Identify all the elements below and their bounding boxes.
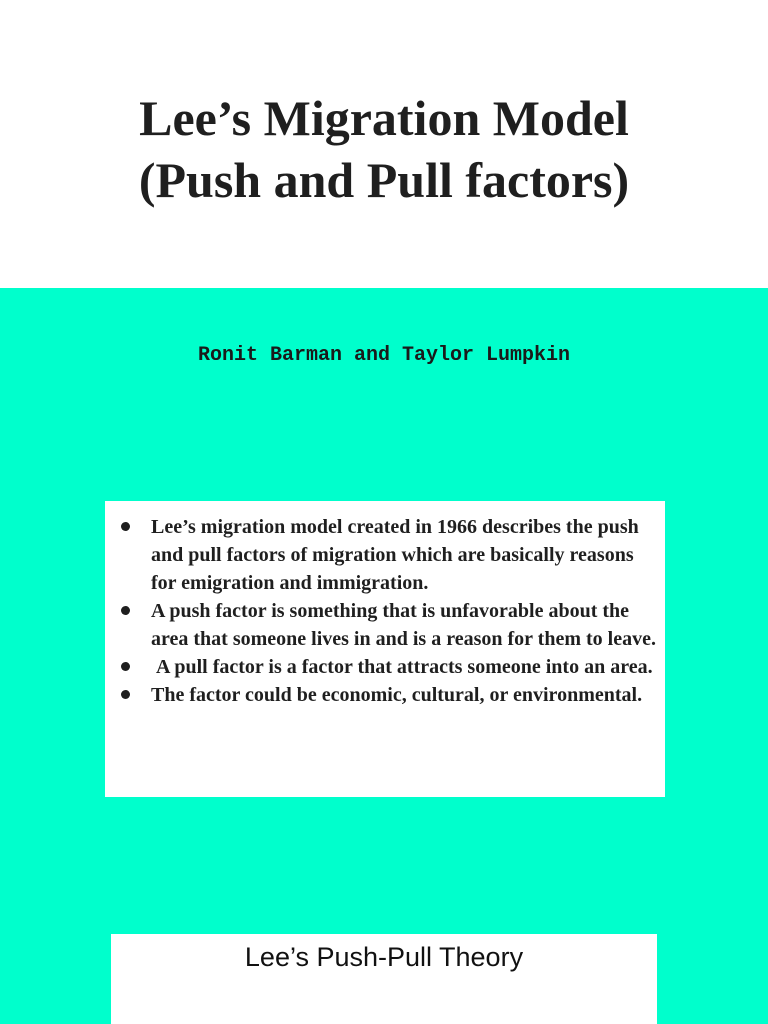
- bullet-text-box: [105, 501, 665, 797]
- content-slide: [0, 288, 768, 1024]
- page-title-line-2: (Push and Pull factors): [138, 152, 630, 208]
- bullet-text: The factor could be economic, cultural, or environmental.: [151, 684, 643, 706]
- bullet-dot-icon: [121, 522, 130, 531]
- page-title-line-1: Lee’s Migration Model: [139, 90, 629, 146]
- bullet-dot-icon: [121, 690, 130, 699]
- next-slide-title: Lee’s Push-Pull Theory: [244, 942, 524, 972]
- bullet-item-4: [119, 681, 657, 709]
- bullet-text: Lee’s migration model created in 1966 describes the push and pull factors of migration which are basically reasons for emigration and immigration.: [151, 516, 639, 594]
- bullet-dot-icon: [121, 606, 130, 615]
- bullet-dot-icon: [121, 662, 130, 671]
- bullet-item-1: [119, 513, 657, 597]
- bullet-text: A push factor is something that is unfavorable about the area that someone lives in and is a reason for them to leave.: [151, 600, 656, 650]
- authors-text: Ronit Barman and Taylor Lumpkin: [197, 344, 571, 367]
- title-slide: [0, 0, 768, 288]
- bullet-item-2: [119, 597, 657, 653]
- bullet-item-3: [119, 653, 657, 681]
- bullet-text: A pull factor is a factor that attracts someone into an area.: [151, 656, 653, 678]
- bullet-list: [119, 513, 657, 709]
- next-slide-preview: [111, 934, 657, 1024]
